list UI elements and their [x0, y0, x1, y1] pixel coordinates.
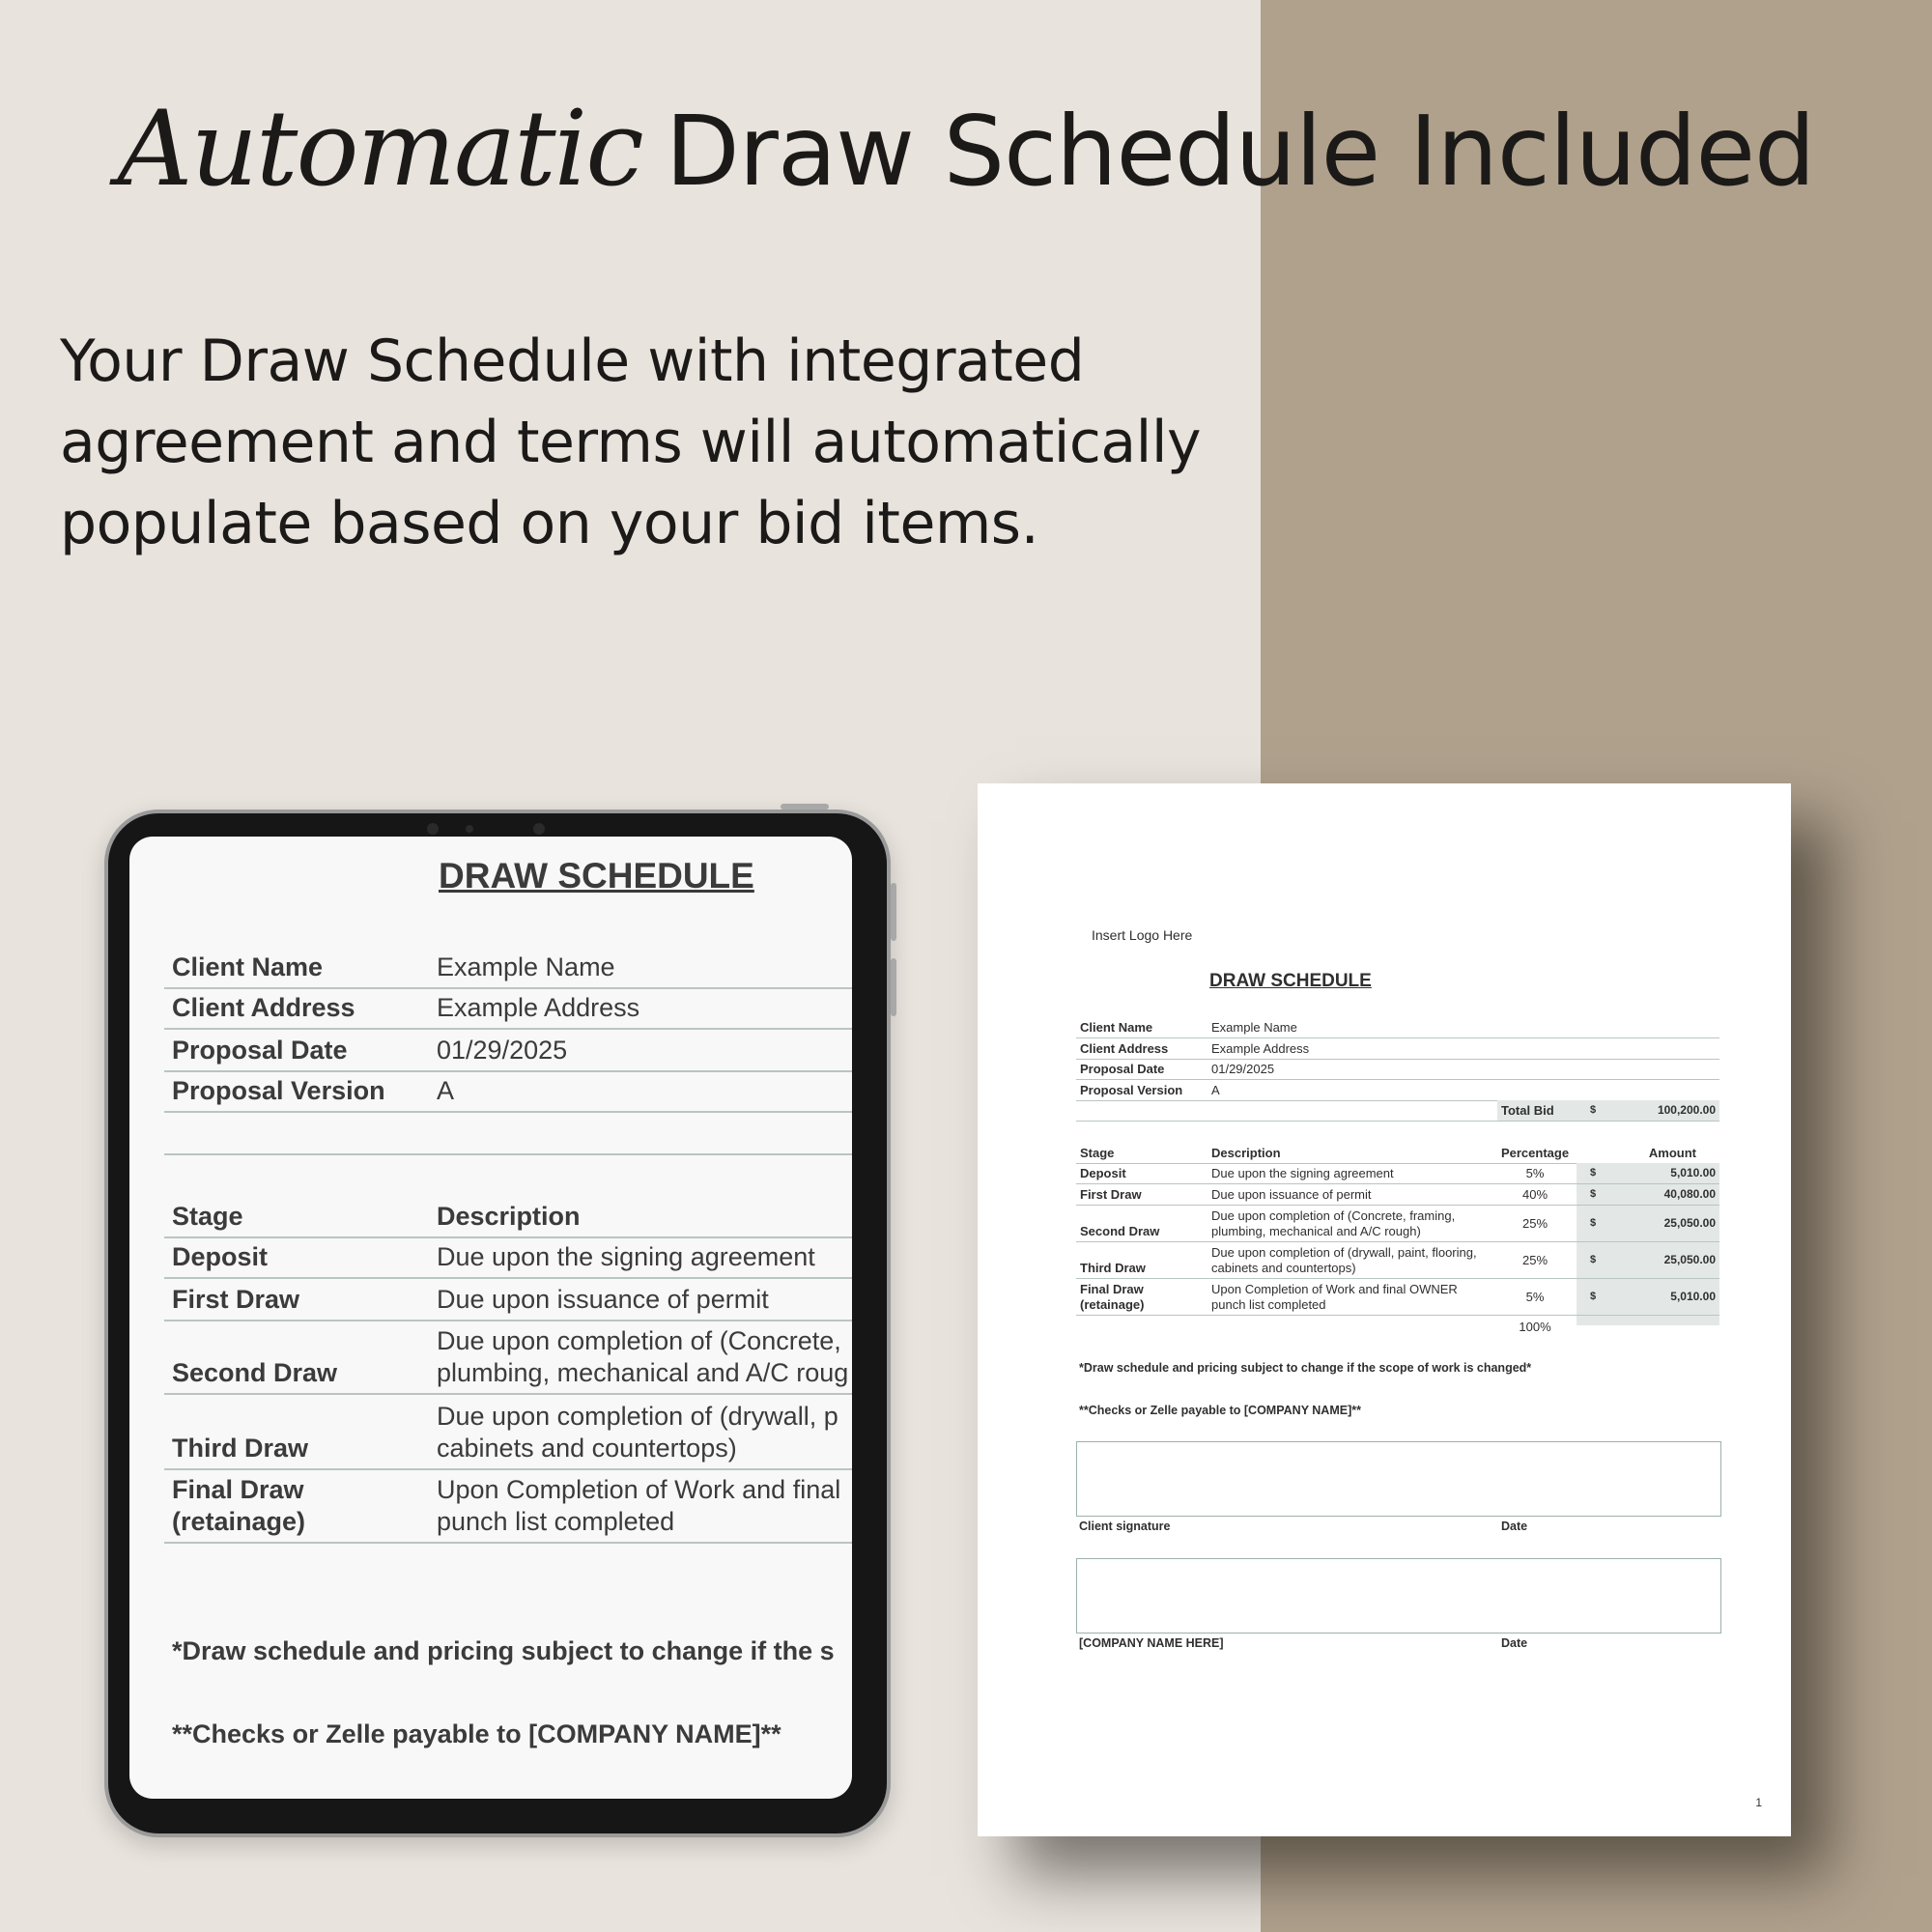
stage-description-line: Upon Completion of Work and final — [437, 1475, 841, 1504]
volume-button — [891, 883, 896, 941]
tablet-info-row — [164, 1070, 852, 1113]
intro-text: Your Draw Schedule with integrated agreement and terms will automatically populate based on your bid items. — [60, 327, 1201, 557]
percentage-total: 100% — [1519, 1320, 1551, 1334]
volume-button — [891, 958, 896, 1016]
stage-name: Second Draw — [172, 1358, 338, 1387]
tablet-info-row — [164, 943, 852, 989]
tablet-stage-row — [164, 1468, 852, 1544]
document-page — [978, 783, 1791, 1836]
sensor-icon — [466, 825, 473, 833]
info-label: Client Name — [1080, 1020, 1153, 1035]
headline-rest: Draw Schedule Included — [665, 95, 1815, 208]
info-row — [1076, 1037, 1719, 1060]
sensor-icon — [533, 823, 545, 835]
stage-row — [1076, 1163, 1719, 1184]
stage-description-line: punch list completed — [1211, 1297, 1326, 1312]
info-value: Example Address — [437, 993, 640, 1022]
total-bid-amount: 100,200.00 — [1657, 1103, 1716, 1117]
tablet-stage-row — [164, 1320, 852, 1395]
tablet-info-row — [164, 987, 852, 1030]
info-value: Example Name — [437, 952, 615, 981]
headline — [0, 87, 1932, 214]
info-value: A — [1211, 1083, 1220, 1097]
stage-row — [1076, 1278, 1719, 1316]
stage-name: First Draw — [1080, 1187, 1142, 1202]
tablet-spacer-row — [164, 1111, 852, 1155]
stage-amount: 5,010.00 — [1670, 1166, 1716, 1179]
stage-header-row — [1076, 1144, 1719, 1164]
header-percentage: Percentage — [1500, 1146, 1570, 1160]
header-stage: Stage — [1080, 1146, 1115, 1160]
tablet-note-pricing: *Draw schedule and pricing subject to change if the s — [172, 1636, 835, 1665]
stage-name: Deposit — [1080, 1166, 1126, 1180]
info-row — [1076, 1079, 1719, 1101]
stage-percentage: 40% — [1521, 1187, 1548, 1202]
stage-amount: 5,010.00 — [1670, 1290, 1716, 1303]
total-bid-row — [1076, 1100, 1719, 1122]
currency-symbol: $ — [1590, 1188, 1597, 1200]
tablet-device — [104, 810, 891, 1837]
stage-description: Due upon the signing agreement — [437, 1242, 815, 1271]
total-bid-label: Total Bid — [1501, 1103, 1554, 1118]
stage-description-line: plumbing, mechanical and A/C rough) — [1211, 1224, 1421, 1238]
currency-symbol: $ — [1590, 1254, 1597, 1265]
currency-symbol: $ — [1590, 1104, 1597, 1116]
client-date-label: Date — [1501, 1520, 1528, 1533]
tablet-info-row — [164, 1028, 852, 1072]
tablet-title: DRAW SCHEDULE — [439, 856, 754, 895]
stage-description: Due upon issuance of permit — [1211, 1187, 1372, 1202]
info-label: Client Name — [172, 952, 324, 981]
company-date-label: Date — [1501, 1636, 1528, 1650]
stage-description-line: Due upon completion of (Concrete, framing, — [1211, 1208, 1456, 1223]
stage-name: Deposit — [172, 1242, 269, 1271]
info-value: Example Name — [1211, 1020, 1297, 1035]
header-amount: Amount — [1648, 1146, 1696, 1160]
info-label: Client Address — [1080, 1041, 1169, 1056]
stage-name: First Draw — [172, 1285, 300, 1314]
stage-amount: 25,050.00 — [1663, 1253, 1716, 1266]
stage-row — [1076, 1183, 1719, 1206]
tablet-header-row — [164, 1194, 852, 1238]
page-number: 1 — [1755, 1796, 1762, 1809]
client-signature-label: Client signature — [1079, 1520, 1171, 1533]
stage-amount: 25,050.00 — [1663, 1216, 1716, 1230]
stage-description-line: cabinets and countertops) — [437, 1434, 737, 1463]
stage-description-line: Due upon completion of (Concrete, — [437, 1326, 841, 1355]
stage-row — [1076, 1205, 1719, 1242]
header-description: Description — [1211, 1146, 1281, 1160]
stage-description-line: cabinets and countertops) — [1211, 1261, 1356, 1275]
stage-row — [1076, 1241, 1719, 1279]
stage-name-line: Final Draw — [1080, 1282, 1144, 1296]
info-label: Client Address — [172, 993, 355, 1022]
tablet-stage-row — [164, 1393, 852, 1470]
info-label: Proposal Date — [1080, 1062, 1165, 1076]
stage-name-line: (retainage) — [1080, 1297, 1145, 1312]
currency-symbol: $ — [1590, 1167, 1597, 1179]
currency-symbol: $ — [1590, 1217, 1597, 1229]
stage-name-line: (retainage) — [172, 1507, 306, 1536]
stage-description-line: punch list completed — [437, 1507, 675, 1536]
stage-description-line: Due upon completion of (drywall, p — [437, 1402, 838, 1431]
stage-description: Due upon issuance of permit — [437, 1285, 769, 1314]
logo-placeholder: Insert Logo Here — [1092, 927, 1193, 943]
tablet-note-payment: **Checks or Zelle payable to [COMPANY NAME]** — [172, 1719, 781, 1748]
document-note-payment: **Checks or Zelle payable to [COMPANY NAME]** — [1079, 1404, 1361, 1417]
stage-percentage: 25% — [1521, 1253, 1548, 1267]
info-label: Proposal Version — [172, 1076, 385, 1105]
stage-description: Due upon the signing agreement — [1211, 1166, 1394, 1180]
stage-description-line: Upon Completion of Work and final OWNER — [1211, 1282, 1458, 1296]
stage-amount: 40,080.00 — [1663, 1187, 1716, 1201]
power-button — [781, 804, 829, 810]
stage-description-line: Due upon completion of (drywall, paint, flooring, — [1211, 1245, 1477, 1260]
tablet-screen — [129, 837, 852, 1799]
client-signature-box[interactable] — [1076, 1441, 1721, 1517]
info-row — [1076, 1018, 1719, 1038]
document-title: DRAW SCHEDULE — [1209, 971, 1372, 991]
company-signature-box[interactable] — [1076, 1558, 1721, 1634]
info-label: Proposal Version — [1080, 1083, 1183, 1097]
currency-symbol: $ — [1590, 1291, 1597, 1302]
info-label: Proposal Date — [172, 1036, 348, 1065]
headline-script-word: Automatic — [117, 89, 642, 210]
stage-percentage: 25% — [1521, 1216, 1548, 1231]
stage-percentage: 5% — [1525, 1166, 1545, 1180]
stage-name: Third Draw — [172, 1434, 309, 1463]
document-note-pricing: *Draw schedule and pricing subject to change if the scope of work is changed* — [1079, 1361, 1532, 1375]
info-value: Example Address — [1211, 1041, 1310, 1056]
stage-description-line: plumbing, mechanical and A/C roug — [437, 1358, 849, 1387]
company-signature-label: [COMPANY NAME HERE] — [1079, 1636, 1224, 1650]
info-row — [1076, 1059, 1719, 1080]
info-value: A — [437, 1076, 455, 1105]
header-stage: Stage — [172, 1202, 243, 1231]
info-value: 01/29/2025 — [1211, 1062, 1275, 1076]
stage-name-line: Final Draw — [172, 1475, 304, 1504]
camera-icon — [427, 823, 439, 835]
header-description: Description — [437, 1202, 581, 1231]
tablet-stage-row — [164, 1277, 852, 1321]
stage-percentage: 5% — [1525, 1290, 1545, 1304]
info-value: 01/29/2025 — [437, 1036, 568, 1065]
stage-name: Second Draw — [1080, 1224, 1160, 1238]
stage-name: Third Draw — [1080, 1261, 1146, 1275]
tablet-stage-row — [164, 1236, 852, 1279]
